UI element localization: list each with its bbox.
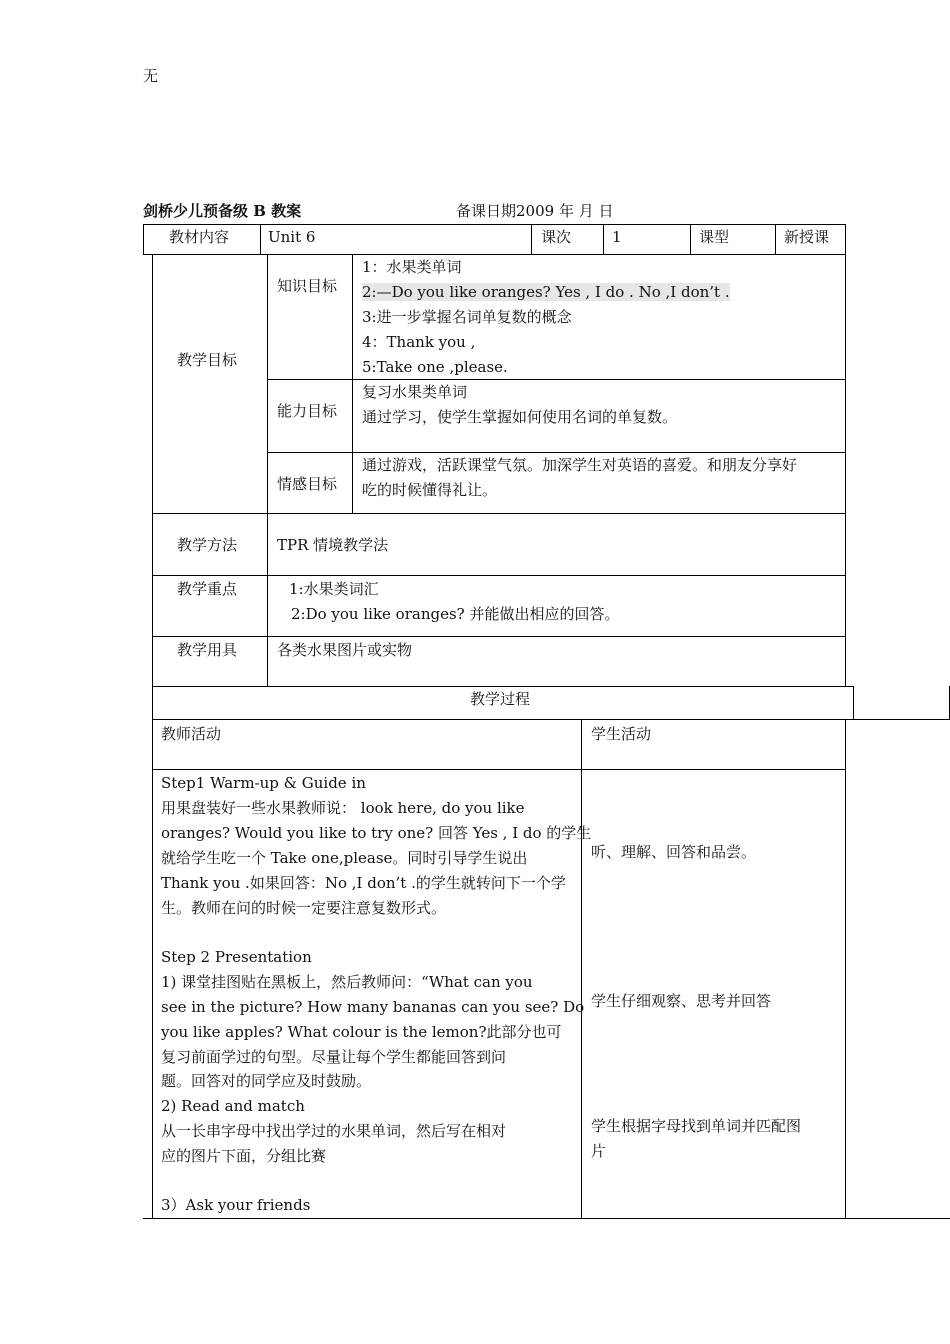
- teacher-line: 1) 课堂挂图贴在黑板上，然后教师问：“What can you: [161, 973, 533, 991]
- ability-line: 复习水果类单词: [362, 383, 468, 401]
- teacher-line: Thank you .如果回答：No ,I don’t .的学生就转问下一个学: [161, 874, 566, 892]
- student-note: 片: [591, 1142, 607, 1160]
- knowledge-line: 5:Take one ,please.: [362, 358, 508, 376]
- teacher-line: see in the picture? How many bananas can you see? Do: [161, 998, 585, 1016]
- method-value: TPR 情境教学法: [277, 536, 389, 554]
- prep-date: 备课日期2009 年 月 日: [456, 202, 614, 220]
- student-note: 听、理解、回答和品尝。: [591, 843, 757, 861]
- knowledge-line: 4：Thank you ,: [362, 333, 476, 351]
- teacher-line: 就给学生吃一个 Take one,please。同时引导学生说出: [161, 849, 528, 867]
- content-value: Unit 6: [268, 228, 316, 246]
- teacher-activity-header: 教师活动: [161, 725, 222, 743]
- teacher-line: 应的图片下面，分组比赛: [161, 1147, 327, 1165]
- tools-label: 教学用具: [177, 641, 238, 659]
- student-note: 学生根据字母找到单词并匹配图: [591, 1117, 802, 1135]
- knowledge-line: 1：水果类单词: [362, 258, 462, 276]
- teacher-line: 从一长串字母中找出学过的水果单词，然后写在相对: [161, 1122, 507, 1140]
- focus-line: 2:Do you like oranges? 并能做出相应的回答。: [291, 605, 620, 623]
- lesson-value: 1: [612, 228, 622, 246]
- teacher-line: oranges? Would you like to try one? 回答 Yes , I do 的学生: [161, 824, 592, 842]
- teacher-line: 2) Read and match: [161, 1097, 305, 1115]
- teacher-line: 用果盘装好一些水果教师说： look here, do you like: [161, 799, 525, 817]
- knowledge-line: 3:进一步掌握名词单复数的概念: [362, 308, 572, 326]
- type-value: 新授课: [784, 228, 830, 246]
- teacher-line: you like apples? What colour is the lemon?此部分也可: [161, 1023, 562, 1041]
- emotion-label: 情感目标: [277, 475, 338, 493]
- type-label: 课型: [699, 228, 730, 246]
- knowledge-label: 知识目标: [277, 277, 338, 295]
- focus-line: 1:水果类词汇: [289, 580, 379, 598]
- content-label: 教材内容: [169, 228, 230, 246]
- method-label: 教学方法: [177, 536, 238, 554]
- teacher-line: 复习前面学过的句型。尽量让每个学生都能回答到问: [161, 1048, 507, 1066]
- teacher-line: 题。回答对的同学应及时鼓励。: [161, 1072, 372, 1090]
- focus-label: 教学重点: [177, 580, 238, 598]
- teacher-line: Step1 Warm-up & Guide in: [161, 774, 366, 792]
- document-title: 剑桥少儿预备级 B 教案: [143, 202, 302, 220]
- teacher-line: 生。教师在问的时候一定要注意复数形式。: [161, 899, 447, 917]
- student-note: 学生仔细观察、思考并回答: [591, 992, 772, 1010]
- objectives-label: 教学目标: [177, 351, 238, 369]
- tools-value: 各类水果图片或实物: [277, 641, 413, 659]
- emotion-line: 吃的时候懂得礼让。: [362, 481, 498, 499]
- student-activity-header: 学生活动: [591, 725, 652, 743]
- teacher-line: 3）Ask your friends: [161, 1196, 311, 1214]
- knowledge-line: 2:—Do you like oranges? Yes , I do . No ,I don’t .: [362, 283, 730, 301]
- ability-line: 通过学习，使学生掌握如何使用名词的单复数。: [362, 408, 678, 426]
- page-mark: 无: [143, 67, 159, 85]
- lesson-label: 课次: [541, 228, 572, 246]
- process-title: 教学过程: [470, 690, 531, 708]
- ability-label: 能力目标: [277, 402, 338, 420]
- emotion-line: 通过游戏，活跃课堂气氛。加深学生对英语的喜爱。和朋友分享好: [362, 456, 798, 474]
- teacher-line: Step 2 Presentation: [161, 948, 312, 966]
